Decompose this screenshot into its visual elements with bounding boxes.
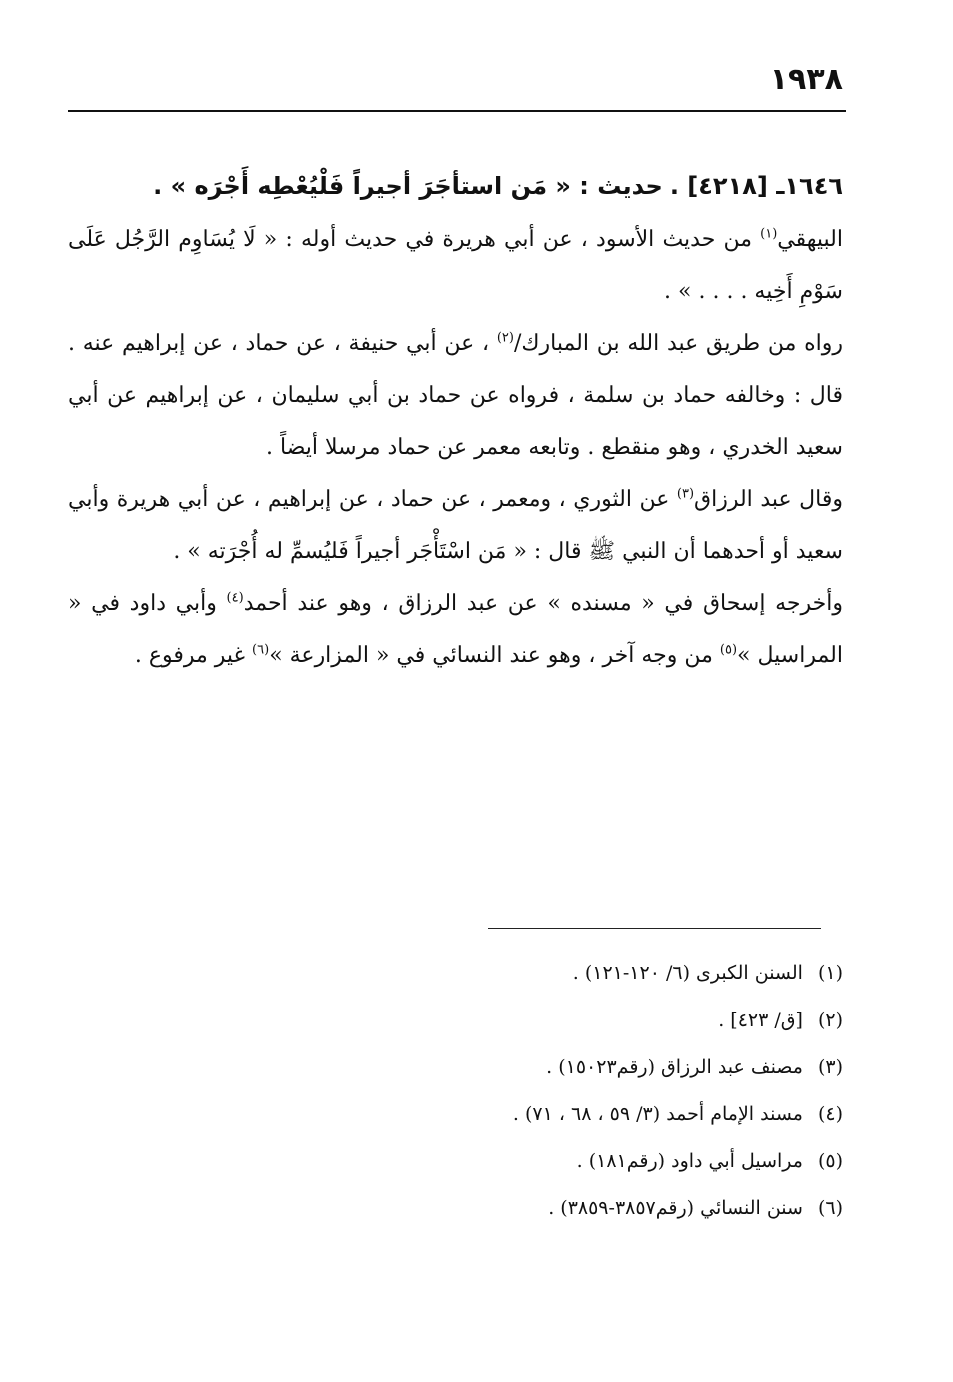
entry-heading [68,160,843,214]
footnote-item [68,997,843,1044]
footnote-text: مسند الإمام أحمد (٣/ ٥٩ ، ٦٨ ، ٧١) . [512,1103,803,1125]
paragraph-text: رواه من طريق عبد الله بن المبارك/ [513,331,843,356]
paragraph-text: وأخرجه إسحاق في « مسنده » عن عبد الرزاق ، وهو عند أحمد [243,591,844,616]
footnote-text: [ق/ ٤٢٣] . [718,1009,803,1031]
footnote-number: (٥) [817,1150,843,1172]
footnote-item [68,950,843,997]
entry-title: حديث : « مَن استأجَرَ أجيراً فَلْيُعْطِه أَجْرَه » . [153,172,663,200]
footnote-text: سنن النسائي (رقم٣٨٥٧-٣٨٥٩) . [548,1197,803,1219]
footnote-item [68,1044,843,1091]
footnote-item [68,1091,843,1138]
footnote-text: مصنف عبد الرزاق (رقم١٥٠٢٣) . [546,1056,803,1078]
paragraph-text: وقال عبد الرزاق [694,487,843,512]
paragraph-4 [68,578,843,682]
footnote-number: (٦) [817,1197,843,1219]
paragraph-text: ، عن أبي حنيفة ، عن حماد ، عن إبراهيم عنه . قال : وخالفه حماد بن سلمة ، فرواه عن حماد بن أبي سليمان ، عن إبراهيم عن أبي سعيد الخدري ، وهو منقطع . وتابعه معمر عن حماد مرسلا أيضاً . [68,331,843,460]
paragraph-1 [68,214,843,318]
paragraph-text: من وجه آخر ، وهو عند النسائي في « المزارعة » [269,643,720,668]
footnote-ref: (٥) [719,642,738,658]
paragraph-text: من حديث الأسود ، عن أبي هريرة في حديث أوله : « لَا يُسَاوِم الرَّجُل عَلَى سَوْمِ أَخِيه . . . . » . [68,227,843,304]
footnote-number: (٢) [817,1009,843,1031]
paragraph-2 [68,318,843,474]
paragraph-text: غير مرفوع . [134,643,253,668]
footnote-text: مراسيل أبي داود (رقم١٨١) . [576,1150,803,1172]
footnote-ref: (٣) [676,486,695,502]
paragraph-text: البيهقي [777,227,843,252]
footnote-ref: (١) [760,226,778,242]
footnote-item [68,1185,843,1232]
footnote-rule [488,928,821,929]
footnote-number: (٣) [817,1056,843,1078]
main-text [68,160,843,682]
footnote-ref: (٢) [496,330,514,346]
entry-number: ١٦٤٦ـ [٤٢١٨] . [669,172,843,200]
footnotes [68,950,843,1232]
footnote-number: (١) [817,962,843,984]
page-number: ١٩٣٨ [769,62,843,97]
footnote-text: السنن الكبرى (٦/ ١٢٠-١٢١) . [572,962,803,984]
paragraph-3 [68,474,843,578]
footnote-item [68,1138,843,1185]
footnote-number: (٤) [817,1103,843,1125]
footnote-ref: (٦) [252,642,270,658]
footnote-ref: (٤) [226,590,244,606]
paragraph-text: عن الثوري ، ومعمر ، عن حماد ، عن إبراهيم ، عن أبي هريرة وأبي سعيد أو أحدهما أن النبي ﷺ قال : « مَن اسْتَأْجَر أجيراً فَليُسمِّ له أُجْرَته » . [68,487,843,564]
header-rule [68,110,846,112]
paragraph-text: وأبي داود في « المراسيل » [68,591,843,668]
